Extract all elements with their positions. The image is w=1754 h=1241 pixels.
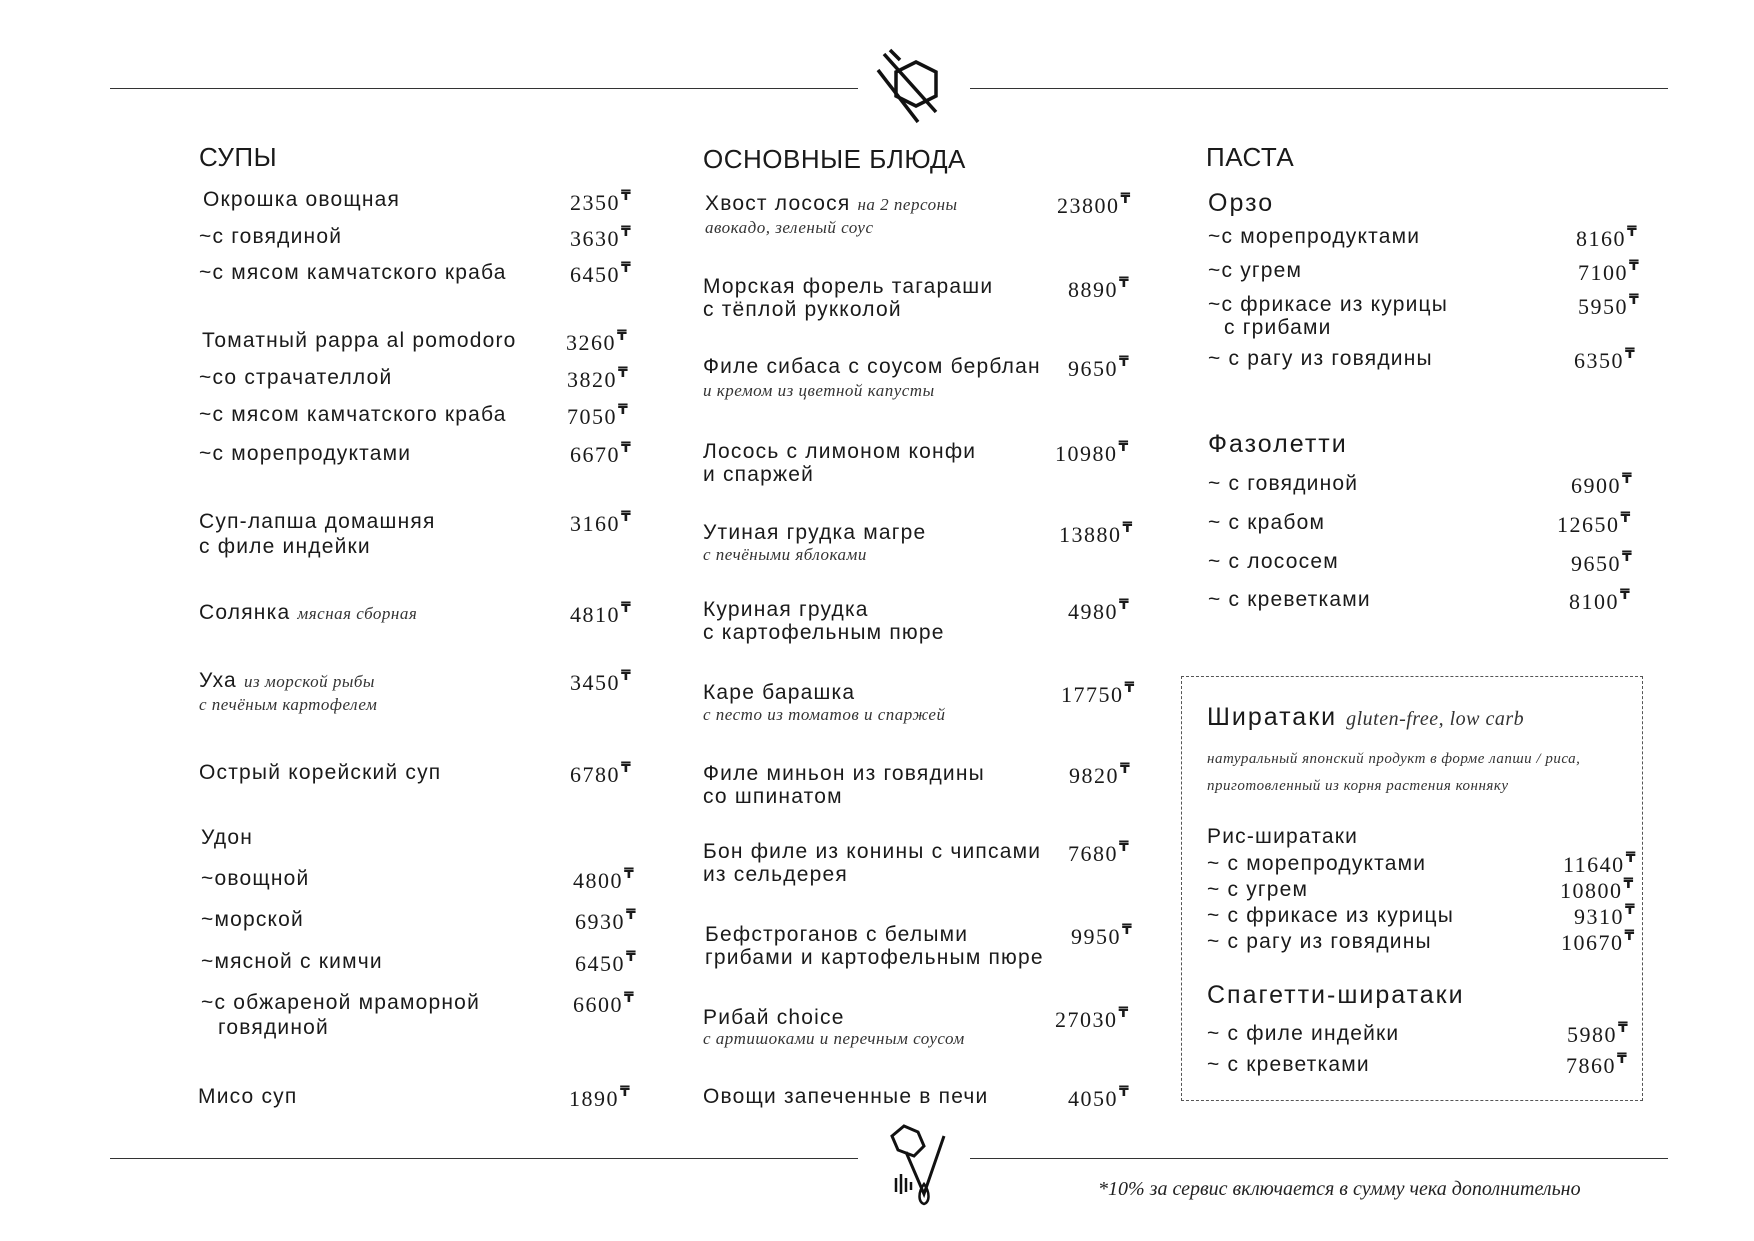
item-price: 6900₸ [1571, 471, 1634, 498]
bottom-rule-right [970, 1158, 1668, 1159]
item-name-line2: с филе индейки [199, 535, 371, 558]
item-price: 10980₸ [1055, 439, 1130, 466]
tenge-icon: ₸ [626, 949, 638, 965]
item-price: 23800₸ [1057, 191, 1132, 218]
item-price: 6350₸ [1574, 346, 1637, 373]
item-name: ~ с рагу из говядины [1207, 930, 1432, 953]
tenge-icon: ₸ [1625, 850, 1637, 866]
shirataki-tag: gluten-free, low carb [1346, 708, 1525, 730]
item-price: 6930₸ [575, 907, 638, 934]
item-name: ~морской [201, 908, 304, 931]
item-name: ~ с крабом [1208, 511, 1326, 534]
item-name: ~ с лососем [1208, 550, 1339, 573]
item-name-line2: и спаржей [703, 463, 815, 486]
tenge-icon: ₸ [621, 600, 633, 616]
tenge-icon: ₸ [1618, 1020, 1630, 1036]
item-name: Уха из морской рыбы [199, 669, 375, 692]
item-name: Солянка мясная сборная [199, 601, 418, 624]
item-name: ~ с говядиной [1208, 472, 1359, 495]
item-price: 8160₸ [1576, 224, 1639, 251]
item-name: Бефстроганов с белыми [705, 923, 969, 946]
item-price: 3160₸ [570, 509, 633, 536]
item-name-line2: с картофельным пюре [703, 621, 945, 644]
item-name: Рибай choice [703, 1006, 845, 1029]
tenge-icon: ₸ [1625, 902, 1637, 918]
item-price: 3260₸ [566, 328, 629, 355]
item-name: Морская форель тагараши [703, 275, 994, 298]
tenge-icon: ₸ [1118, 1005, 1130, 1021]
tenge-icon: ₸ [621, 188, 633, 204]
item-name: Каре барашка [703, 681, 856, 704]
item-price: 6780₸ [570, 760, 633, 787]
item-name: Утиная грудка магре [703, 521, 927, 544]
item-name: Удон [201, 826, 254, 849]
item-name: ~овощной [201, 867, 310, 890]
item-price: 6450₸ [570, 260, 633, 287]
tenge-icon: ₸ [618, 365, 630, 381]
item-price: 13880₸ [1059, 520, 1134, 547]
tenge-icon: ₸ [1623, 876, 1635, 892]
top-rule-right [970, 88, 1668, 89]
item-price: 6670₸ [570, 440, 633, 467]
pasta-title: ПАСТА [1206, 142, 1295, 172]
item-description-line2: и кремом из цветной капусты [703, 381, 935, 400]
tenge-icon: ₸ [1122, 922, 1134, 938]
tenge-icon: ₸ [1622, 471, 1634, 487]
item-name-line2: из сельдерея [703, 863, 848, 886]
item-price: 3820₸ [567, 365, 630, 392]
item-name: ~с обжареной мраморной [201, 991, 480, 1014]
item-name: ~ с филе индейки [1207, 1022, 1400, 1045]
item-name: Лосось с лимоном конфи [703, 440, 977, 463]
item-name: Мисо суп [198, 1085, 298, 1108]
item-price: 7860₸ [1566, 1051, 1629, 1078]
tenge-icon: ₸ [1119, 1084, 1131, 1100]
fasoletti-title: Фазолетти [1208, 430, 1348, 458]
tenge-icon: ₸ [1620, 510, 1632, 526]
item-name: ~ с фрикасе из курицы [1207, 904, 1455, 927]
tenge-icon: ₸ [620, 1084, 632, 1100]
tenge-icon: ₸ [1119, 275, 1131, 291]
tenge-icon: ₸ [1119, 354, 1131, 370]
item-price: 9820₸ [1069, 761, 1132, 788]
item-name-line2: грибами и картофельным пюре [705, 946, 1044, 969]
tenge-icon: ₸ [621, 440, 633, 456]
orzo-title: Орзо [1208, 189, 1275, 217]
tenge-icon: ₸ [1625, 346, 1637, 362]
tenge-icon: ₸ [624, 866, 636, 882]
shirataki-title: Ширатаки gluten-free, low carb [1207, 703, 1525, 731]
item-price: 8100₸ [1569, 587, 1632, 614]
item-name-line2: с грибами [1224, 316, 1332, 339]
item-name: Овощи запеченные в печи [703, 1085, 989, 1108]
item-price: 4050₸ [1068, 1084, 1131, 1111]
item-name: Хвост лосося на 2 персоны [705, 192, 958, 215]
item-name: ~ с угрем [1207, 878, 1309, 901]
item-price: 8890₸ [1068, 275, 1131, 302]
item-price: 9310₸ [1574, 902, 1637, 929]
item-name-line2: говядиной [218, 1016, 329, 1039]
item-price: 4810₸ [570, 600, 633, 627]
item-price: 4800₸ [573, 866, 636, 893]
item-name: Филе сибаса с соусом берблан [703, 355, 1041, 378]
item-price: 7680₸ [1068, 839, 1131, 866]
tenge-icon: ₸ [624, 990, 636, 1006]
item-description: на 2 персоны [857, 195, 958, 214]
tenge-icon: ₸ [1120, 191, 1132, 207]
tenge-icon: ₸ [1120, 761, 1132, 777]
item-name: ~с мясом камчатского краба [199, 261, 507, 284]
item-price: 4980₸ [1068, 597, 1131, 624]
tenge-icon: ₸ [617, 328, 629, 344]
item-name: ~ с креветками [1208, 588, 1371, 611]
item-name: ~ с морепродуктами [1207, 852, 1427, 875]
item-name: Филе миньон из говядины [703, 762, 985, 785]
tenge-icon: ₸ [1629, 292, 1641, 308]
spaghetti-shirataki-title: Спагетти-ширатаки [1207, 981, 1465, 1009]
item-price: 9950₸ [1071, 922, 1134, 949]
item-name: ~мясной с кимчи [201, 950, 383, 973]
item-name: ~с фрикасе из курицы [1208, 293, 1449, 316]
item-name: ~с говядиной [199, 225, 343, 248]
tenge-icon: ₸ [1118, 439, 1130, 455]
tenge-icon: ₸ [621, 760, 633, 776]
top-rule-left [110, 88, 858, 89]
item-price: 6450₸ [575, 949, 638, 976]
service-footnote: *10% за сервис включается в сумму чека дополнительно [1098, 1178, 1581, 1200]
tenge-icon: ₸ [1627, 224, 1639, 240]
item-name-line2: с тёплой рукколой [703, 298, 902, 321]
tenge-icon: ₸ [1122, 520, 1134, 536]
tenge-icon: ₸ [621, 224, 633, 240]
item-name: Томатный pappa al pomodoro [202, 329, 517, 352]
item-price: 2350₸ [570, 188, 633, 215]
tenge-icon: ₸ [621, 668, 633, 684]
tenge-icon: ₸ [1629, 258, 1641, 274]
tenge-icon: ₸ [621, 509, 633, 525]
item-description-line2: авокадо, зеленый соус [705, 218, 874, 237]
shirataki-description-line2: приготовленный из корня растения конняку [1207, 778, 1509, 794]
item-name: Острый корейский суп [199, 761, 442, 784]
item-price: 7050₸ [567, 402, 630, 429]
tenge-icon: ₸ [1617, 1051, 1629, 1067]
item-name: ~со страчателлой [199, 366, 393, 389]
item-description-line2: с печёными яблоками [703, 545, 867, 564]
item-description-line2: с песто из томатов и спаржей [703, 705, 946, 724]
item-price: 6600₸ [573, 990, 636, 1017]
item-price: 5950₸ [1578, 292, 1641, 319]
item-price: 10800₸ [1560, 876, 1635, 903]
item-price: 17750₸ [1061, 680, 1136, 707]
item-name: ~ с рагу из говядины [1208, 347, 1433, 370]
item-description: мясная сборная [297, 604, 418, 623]
item-price: 11640₸ [1563, 850, 1637, 877]
item-name: Суп-лапша домашняя [199, 510, 436, 533]
item-name: ~с угрем [1208, 259, 1303, 282]
tenge-icon: ₸ [1620, 587, 1632, 603]
item-name: Окрошка овощная [203, 188, 401, 211]
item-description-line2: с артишоками и перечным соусом [703, 1029, 965, 1048]
item-price: 27030₸ [1055, 1005, 1130, 1032]
tenge-icon: ₸ [626, 907, 638, 923]
tenge-icon: ₸ [621, 260, 633, 276]
soups-title: СУПЫ [199, 142, 278, 172]
mains-title: ОСНОВНЫЕ БЛЮДА [703, 144, 966, 174]
tenge-icon: ₸ [1624, 928, 1636, 944]
leaf-check-logo-icon [884, 1122, 950, 1206]
item-name: ~с морепродуктами [199, 442, 412, 465]
item-price: 1890₸ [569, 1084, 632, 1111]
tenge-icon: ₸ [1119, 839, 1131, 855]
item-name: Бон филе из конины с чипсами [703, 840, 1042, 863]
tenge-icon: ₸ [1124, 680, 1136, 696]
hexagon-logo-icon [876, 46, 954, 128]
item-name: ~с мясом камчатского краба [199, 403, 507, 426]
item-name: ~с морепродуктами [1208, 225, 1421, 248]
item-description: из морской рыбы [244, 672, 375, 691]
tenge-icon: ₸ [1622, 549, 1634, 565]
item-price: 9650₸ [1571, 549, 1634, 576]
tenge-icon: ₸ [1119, 597, 1131, 613]
item-name: Куриная грудка [703, 598, 869, 621]
item-price: 7100₸ [1578, 258, 1641, 285]
item-price: 12650₸ [1557, 510, 1632, 537]
item-price: 9650₸ [1068, 354, 1131, 381]
item-price: 3450₸ [570, 668, 633, 695]
shirataki-description: натуральный японский продукт в форме лапши / риса, [1207, 751, 1581, 767]
bottom-rule-left [110, 1158, 858, 1159]
item-description-line2: с печёным картофелем [199, 695, 378, 714]
item-price: 5980₸ [1567, 1020, 1630, 1047]
item-price: 3630₸ [570, 224, 633, 251]
tenge-icon: ₸ [618, 402, 630, 418]
item-price: 10670₸ [1561, 928, 1636, 955]
item-name-line2: со шпинатом [703, 785, 843, 808]
rice-shirataki-title: Рис-ширатаки [1207, 825, 1359, 848]
item-name: ~ с креветками [1207, 1053, 1370, 1076]
